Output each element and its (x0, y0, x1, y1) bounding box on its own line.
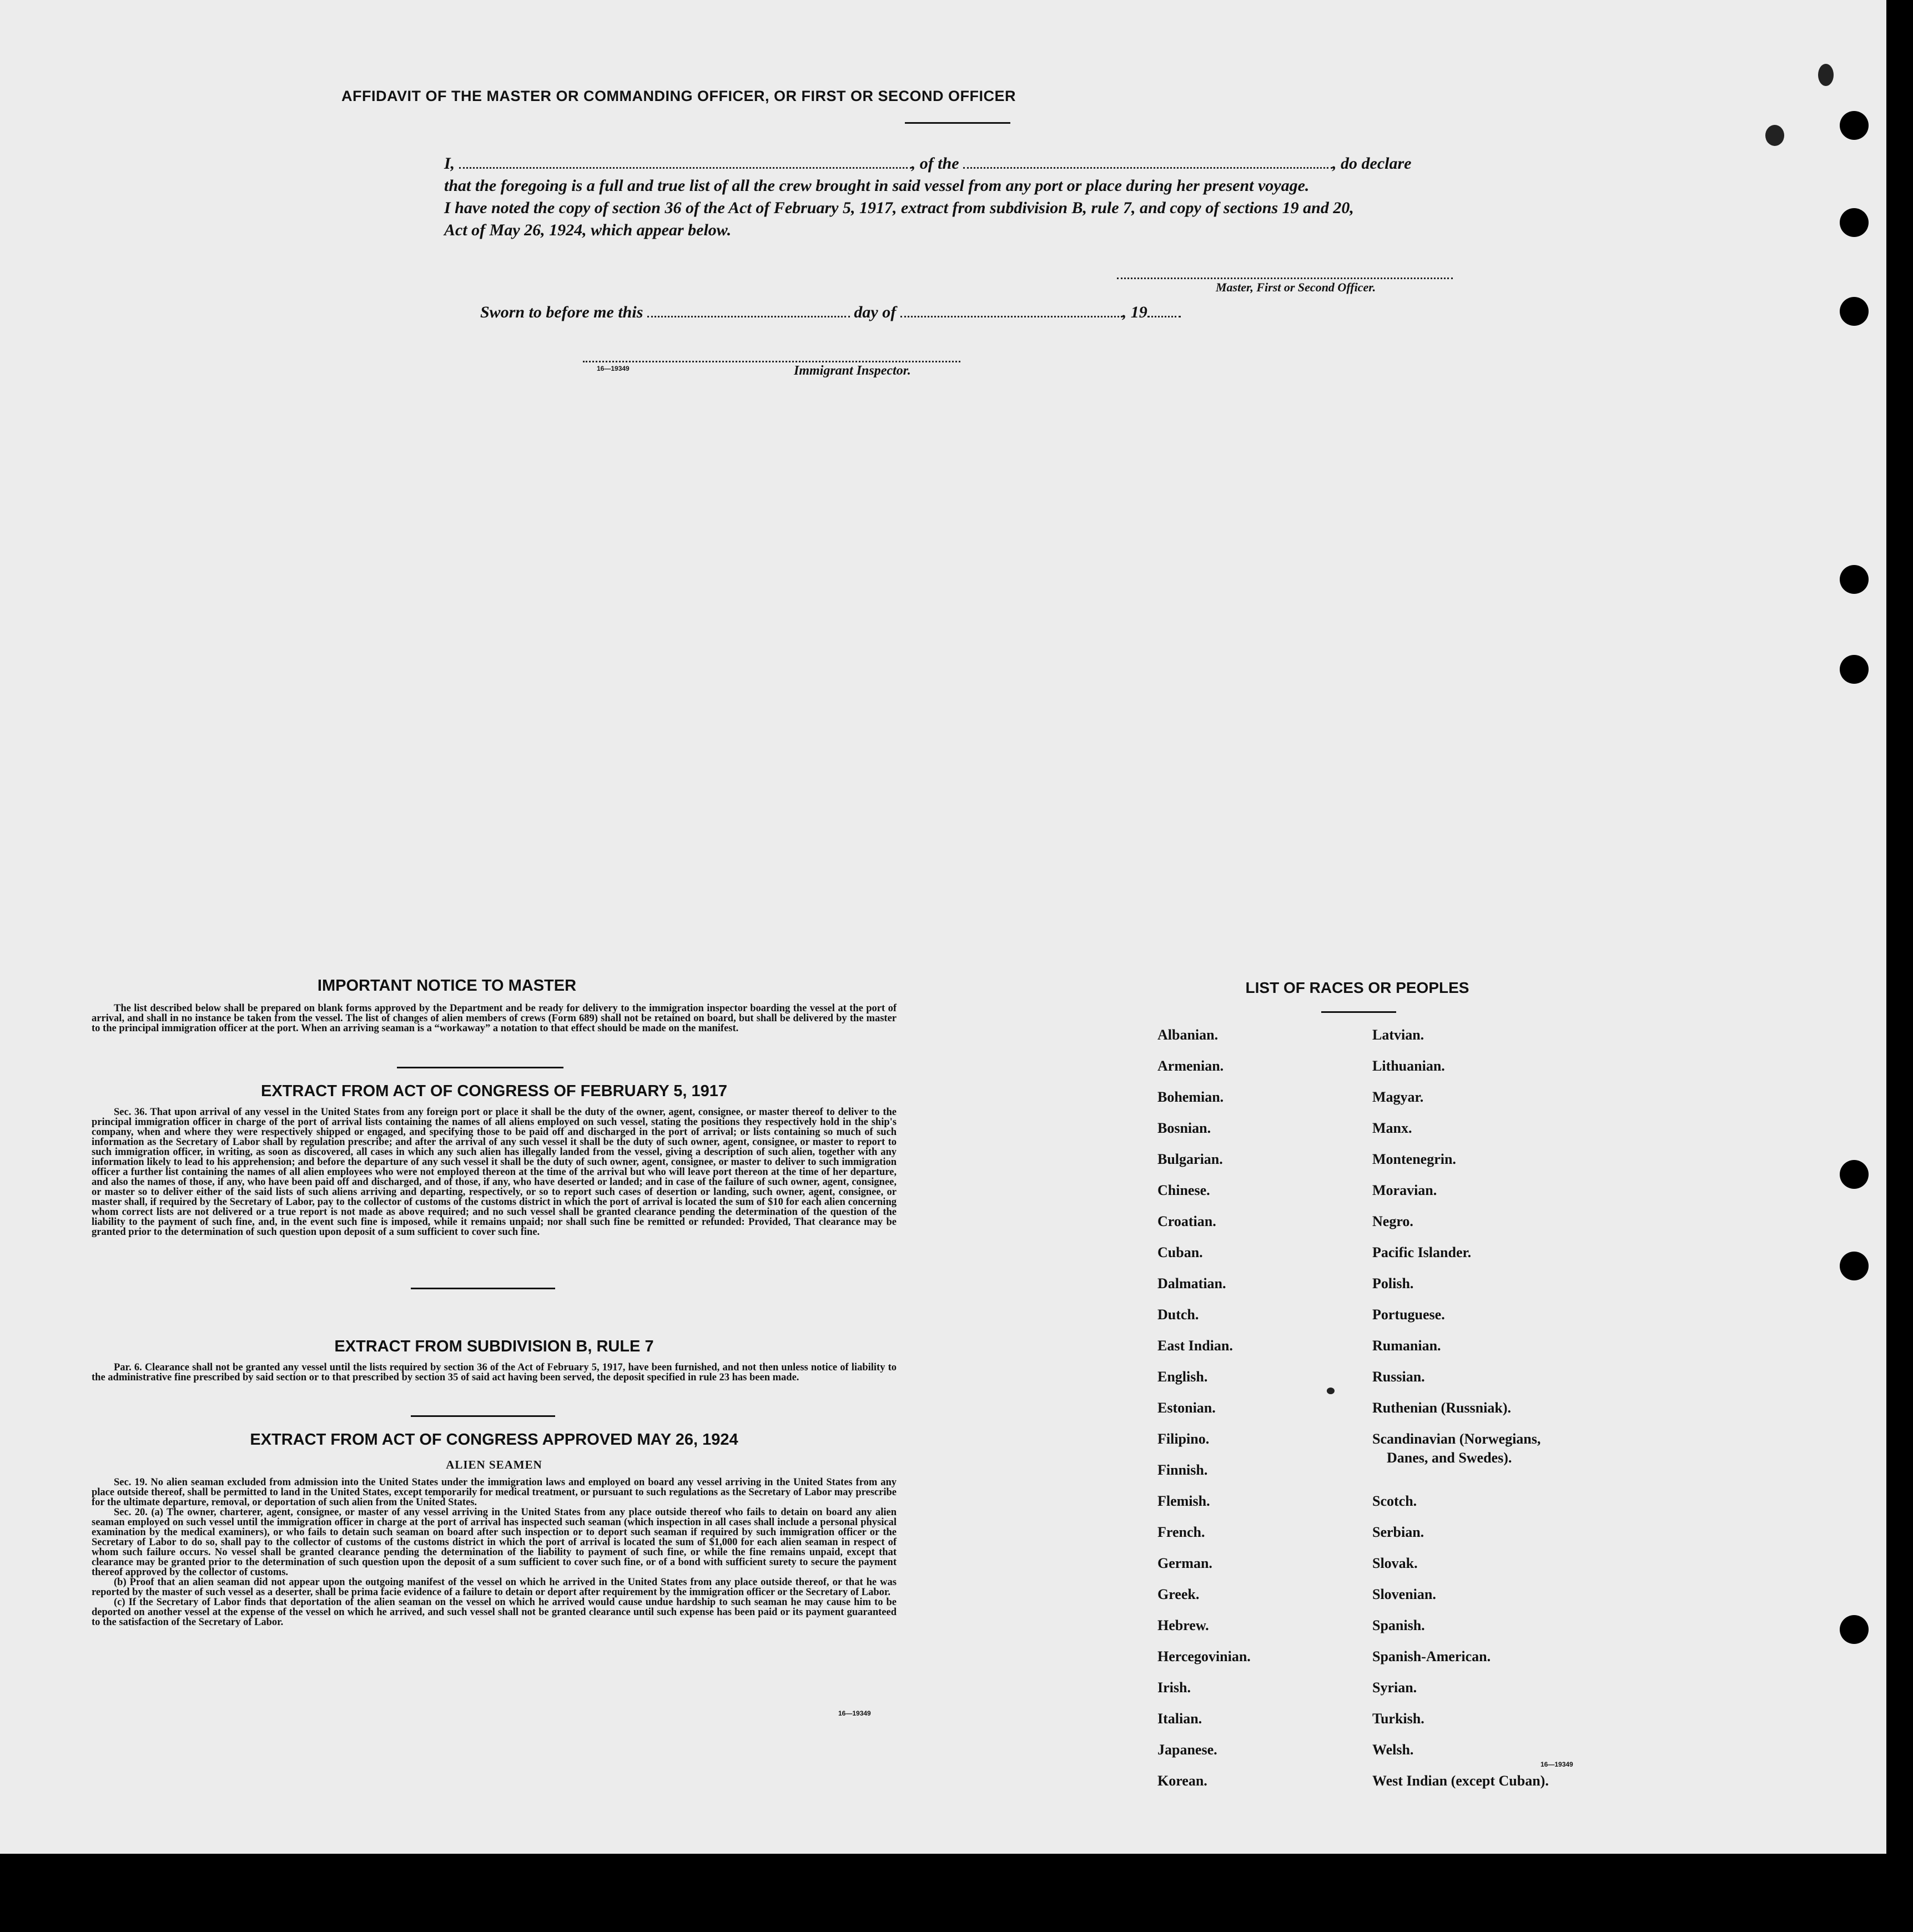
race-item: Spanish-American. (1372, 1648, 1491, 1664)
divider (905, 122, 1010, 124)
race-item: Montenegrin. (1372, 1151, 1456, 1167)
races-right-column (1372, 1027, 1549, 1804)
vessel-name-field[interactable] (963, 155, 1332, 169)
punch-hole (1840, 208, 1869, 237)
par-6-paragraph: Par. 6. Clearance shall not be granted any vessel until the lists required by section 36 of the Act of February 5, 1917, have been furnished, and not then unless notice of liability to the administrative fine prescribed by said section or to that prescribed by section 35 of said act having been served, the deposit specified in rule 23 has been made. (92, 1362, 897, 1383)
declaration-line-3: I have noted the copy of section 36 of the Act of February 5, 1917, extract from subdivision B, rule 7, and copy of sections 19 and 20, (444, 199, 1354, 217)
race-item: Lithuanian. (1372, 1058, 1445, 1074)
race-item: Bohemian. (1157, 1089, 1224, 1105)
declaration-line-4: Act of May 26, 1924, which appear below. (444, 221, 732, 239)
punch-hole (1840, 1615, 1869, 1644)
of-the-label: , of the (911, 154, 959, 173)
sworn-year-field[interactable] (1147, 304, 1181, 317)
race-item: Korean. (1157, 1773, 1207, 1789)
race-item: Japanese. (1157, 1742, 1217, 1758)
extract-1917-text (92, 1107, 897, 1237)
race-item: Slovenian. (1372, 1586, 1436, 1602)
section-19-paragraph: Sec. 19. No alien seaman excluded from admission into the United States under the immigration laws and employed on board any vessel arriving in the United States from any place outside thereof, shall be permitted to land in the United States, except temporarily for medical treatment, or pursuant to such regulations as the Secretary of Labor may prescribe for the ultimate departure, removal, or deportation of such alien from the United States. (92, 1477, 897, 1508)
section-20a-paragraph: Sec. 20. (a) The owner, charterer, agent, consignee, or master of any vessel arriving in the United States from any place outside thereof who fails to detain on board any alien seaman employed on such vessel until the immigration officer in charge at the port of arrival has inspected such seaman (which inspection in all cases shall include a personal physical examination by the medical examiners), or who fails to detain such seaman on board after such inspection or to deport such seaman if required by such immigration officer or the Secretary of Labor to do so, shall pay to the collector of customs of the customs district in which the port of arrival is located the sum of $1,000 for each alien seaman in respect of whom such failure occurs. No vessel shall be granted clearance pending the determination of the liability to payment of such fine, or while the fine remains unpaid, except that clearance may be granted prior to the determination of such question upon the deposit of a sum sufficient to cover such fine, or of a bond with sufficient surety to secure the payment thereof approved by the collector of customs. (92, 1507, 897, 1578)
section-20b-paragraph: (b) Proof that an alien seaman did not appear upon the outgoing manifest of the vessel on which he arrived in the United States from any place outside thereof, or that he was reported by the master of such vessel as a deserter, shall be prima facie evidence of a failure to detain or deport after requirement by the immigration officer or the Secretary of Labor. (92, 1577, 897, 1598)
notice-title: IMPORTANT NOTICE TO MASTER (317, 977, 577, 995)
punch-hole (1840, 1160, 1869, 1189)
inspector-signature-field[interactable] (583, 349, 960, 362)
divider (397, 1067, 563, 1068)
race-item: Welsh. (1372, 1742, 1414, 1758)
punch-hole (1840, 111, 1869, 140)
race-item: Bulgarian. (1157, 1151, 1223, 1167)
race-item: Rumanian. (1372, 1338, 1441, 1354)
race-item: German. (1157, 1555, 1212, 1571)
race-item: Syrian. (1372, 1679, 1417, 1696)
race-item: Danes, and Swedes). (1387, 1450, 1512, 1466)
year-label: , 19 (1122, 303, 1147, 321)
race-item: Cuban. (1157, 1244, 1203, 1260)
punch-hole (1840, 1252, 1869, 1280)
race-item: Polish. (1372, 1275, 1414, 1292)
race-item: Hebrew. (1157, 1617, 1209, 1633)
race-item: Scotch. (1372, 1493, 1417, 1509)
punch-hole (1840, 565, 1869, 594)
race-item: Slovak. (1372, 1555, 1418, 1571)
extract-1924-text (92, 1477, 897, 1627)
sworn-line (480, 303, 1181, 322)
races-left-column (1157, 1027, 1251, 1804)
ink-speck (1327, 1388, 1335, 1394)
race-item: Manx. (1372, 1120, 1412, 1136)
races-title: LIST OF RACES OR PEOPLES (1245, 979, 1469, 996)
race-item: Negro. (1372, 1213, 1413, 1229)
race-item: Magyar. (1372, 1089, 1424, 1105)
rule7-text (92, 1363, 897, 1383)
declaration-line-2: that the foregoing is a full and true list of all the crew brought in said vessel from any port or place during her present voyage. (444, 176, 1310, 195)
race-item: Albanian. (1157, 1027, 1219, 1043)
race-item: Dalmatian. (1157, 1275, 1226, 1292)
day-of-label: day of (854, 303, 897, 321)
race-item: Bosnian. (1157, 1120, 1211, 1136)
race-item: Hercegovinian. (1157, 1648, 1251, 1664)
form-number: 16—19349 (838, 1709, 871, 1717)
race-item: West Indian (except Cuban). (1372, 1773, 1549, 1789)
do-declare-label: , do declare (1332, 154, 1412, 173)
sworn-day-field[interactable] (647, 304, 850, 317)
race-item: Armenian. (1157, 1058, 1224, 1074)
form-number: 16—19349 (1541, 1761, 1573, 1768)
ink-speck (1818, 64, 1834, 86)
extract-1924-title: EXTRACT FROM ACT OF CONGRESS APPROVED MAY 26, 1924 (250, 1431, 738, 1449)
section-20c-paragraph: (c) If the Secretary of Labor finds that deportation of the alien seaman on the vessel on which he arrived would cause undue hardship to such seaman he may cause him to be deported on another vessel at the expense of the vessel on which he arrived, and such vessel shall not be granted clearance until such expense has been paid or its payment guaranteed to the satisfaction of the Secretary of Labor. (92, 1597, 897, 1628)
notice-paragraph: The list described below shall be prepared on blank forms approved by the Department and be ready for delivery to the immigration inspector boarding the vessel at the port of arrival, and shall in no instance be taken from the vessel. The list of changes of alien members of crews (Form 689) shall not be retained on board, but shall be delivered by the master to the principal immigration officer at the port. When an arriving seaman is a “workaway” a notation to that effect should be made on the manifest. (92, 1003, 897, 1034)
alien-seamen-subtitle: ALIEN SEAMEN (446, 1458, 542, 1471)
punch-hole (1840, 297, 1869, 326)
divider (1321, 1011, 1396, 1013)
race-item: Irish. (1157, 1679, 1191, 1696)
master-signature-label: Master, First or Second Officer. (1216, 280, 1376, 294)
inspector-label: Immigrant Inspector. (794, 364, 911, 378)
race-item: Croatian. (1157, 1213, 1216, 1229)
race-item: Pacific Islander. (1372, 1244, 1472, 1260)
race-item: Italian. (1157, 1711, 1202, 1727)
declaration-line-1 (444, 154, 1411, 173)
race-item: East Indian. (1157, 1338, 1233, 1354)
ink-speck (1765, 125, 1784, 146)
race-item: Portuguese. (1372, 1307, 1445, 1323)
race-item: Greek. (1157, 1586, 1200, 1602)
race-item: Moravian. (1372, 1182, 1437, 1198)
race-item: Russian. (1372, 1369, 1425, 1385)
form-number: 16—19349 (597, 365, 630, 372)
extract-1917-title: EXTRACT FROM ACT OF CONGRESS OF FEBRUARY 5, 1917 (260, 1082, 728, 1100)
divider (411, 1415, 555, 1417)
divider (411, 1288, 555, 1289)
race-item: English. (1157, 1369, 1208, 1385)
master-signature-field[interactable] (1117, 265, 1453, 279)
sworn-month-field[interactable] (900, 304, 1122, 317)
race-item: Ruthenian (Russniak). (1372, 1400, 1511, 1416)
race-item: Serbian. (1372, 1524, 1424, 1540)
race-item: Dutch. (1157, 1307, 1199, 1323)
sworn-label: Sworn to before me this (480, 303, 643, 321)
section-36-paragraph: Sec. 36. That upon arrival of any vessel in the United States from any foreign port or place it shall be the duty of the owner, agent, consignee, or master thereof to deliver to the principal immigration officer in charge of the port of arrival lists containing the names of all aliens employed on such vessel, stating the positions they respectively hold in the ship's company, when and where they were respectively shipped or engaged, and specifying those to be paid off and discharged in the port of arrival; or lists containing so much of such information as the Secretary of Labor shall by regulation prescribe; and after the arrival of any such vessel it shall be the duty of such owner, agent, consignee, or master to report to such immigration officer, in writing, as soon as discovered, all cases in which any such alien has illegally landed from the vessel, giving a description of such alien, together with any information likely to lead to his apprehension; and before the departure of any such vessel it shall be the duty of such owner, agent, consignee, or master to deliver to such immigration officer a further list containing the names of all alien employees who were not employed thereon at the time of the arrival but who will leave port thereon at the time of her departure, and also the names of those, if any, who have been paid off and discharged, and of those, if any, who have deserted or landed; and in case of the failure of such owner, agent, consignee, or master so to deliver either of the said lists of such aliens arriving and departing, respectively, or so to report such cases of desertion or landing, such owner, agent, consignee, or master shall, if required by the Secretary of Labor, pay to the collector of customs of the customs district in which the port of arrival is located the sum of $10 for each alien concerning whom correct lists are not delivered or a true report is not made as above required; and no such vessel shall be granted clearance pending the determination of the question of the liability to the payment of such fine, and, in the event such fine is imposed, while it remains unpaid; nor shall such fine be remitted or refunded: Provided, That clearance may be granted prior to the determination of such question upon deposit of a sum sufficient to cover such fine. (92, 1107, 897, 1238)
rule7-title: EXTRACT FROM SUBDIVISION B, RULE 7 (334, 1338, 654, 1355)
race-item: French. (1157, 1524, 1205, 1540)
race-item: Flemish. (1157, 1493, 1210, 1509)
notice-text (92, 1003, 897, 1033)
affidavit-title: AFFIDAVIT OF THE MASTER OR COMMANDING OFFICER, OR FIRST OR SECOND OFFICER (341, 88, 1016, 104)
race-item: Latvian. (1372, 1027, 1424, 1043)
race-item: Spanish. (1372, 1617, 1425, 1633)
race-item: Chinese. (1157, 1182, 1210, 1198)
punch-hole (1840, 655, 1869, 684)
race-item: Scandinavian (Norwegians, (1372, 1431, 1541, 1447)
race-item: Filipino. (1157, 1431, 1210, 1447)
race-item: Estonian. (1157, 1400, 1216, 1416)
declarant-name-field[interactable] (459, 155, 912, 169)
race-item: Finnish. (1157, 1462, 1208, 1478)
race-item: Turkish. (1372, 1711, 1424, 1727)
declarant-prefix: I, (444, 154, 455, 173)
